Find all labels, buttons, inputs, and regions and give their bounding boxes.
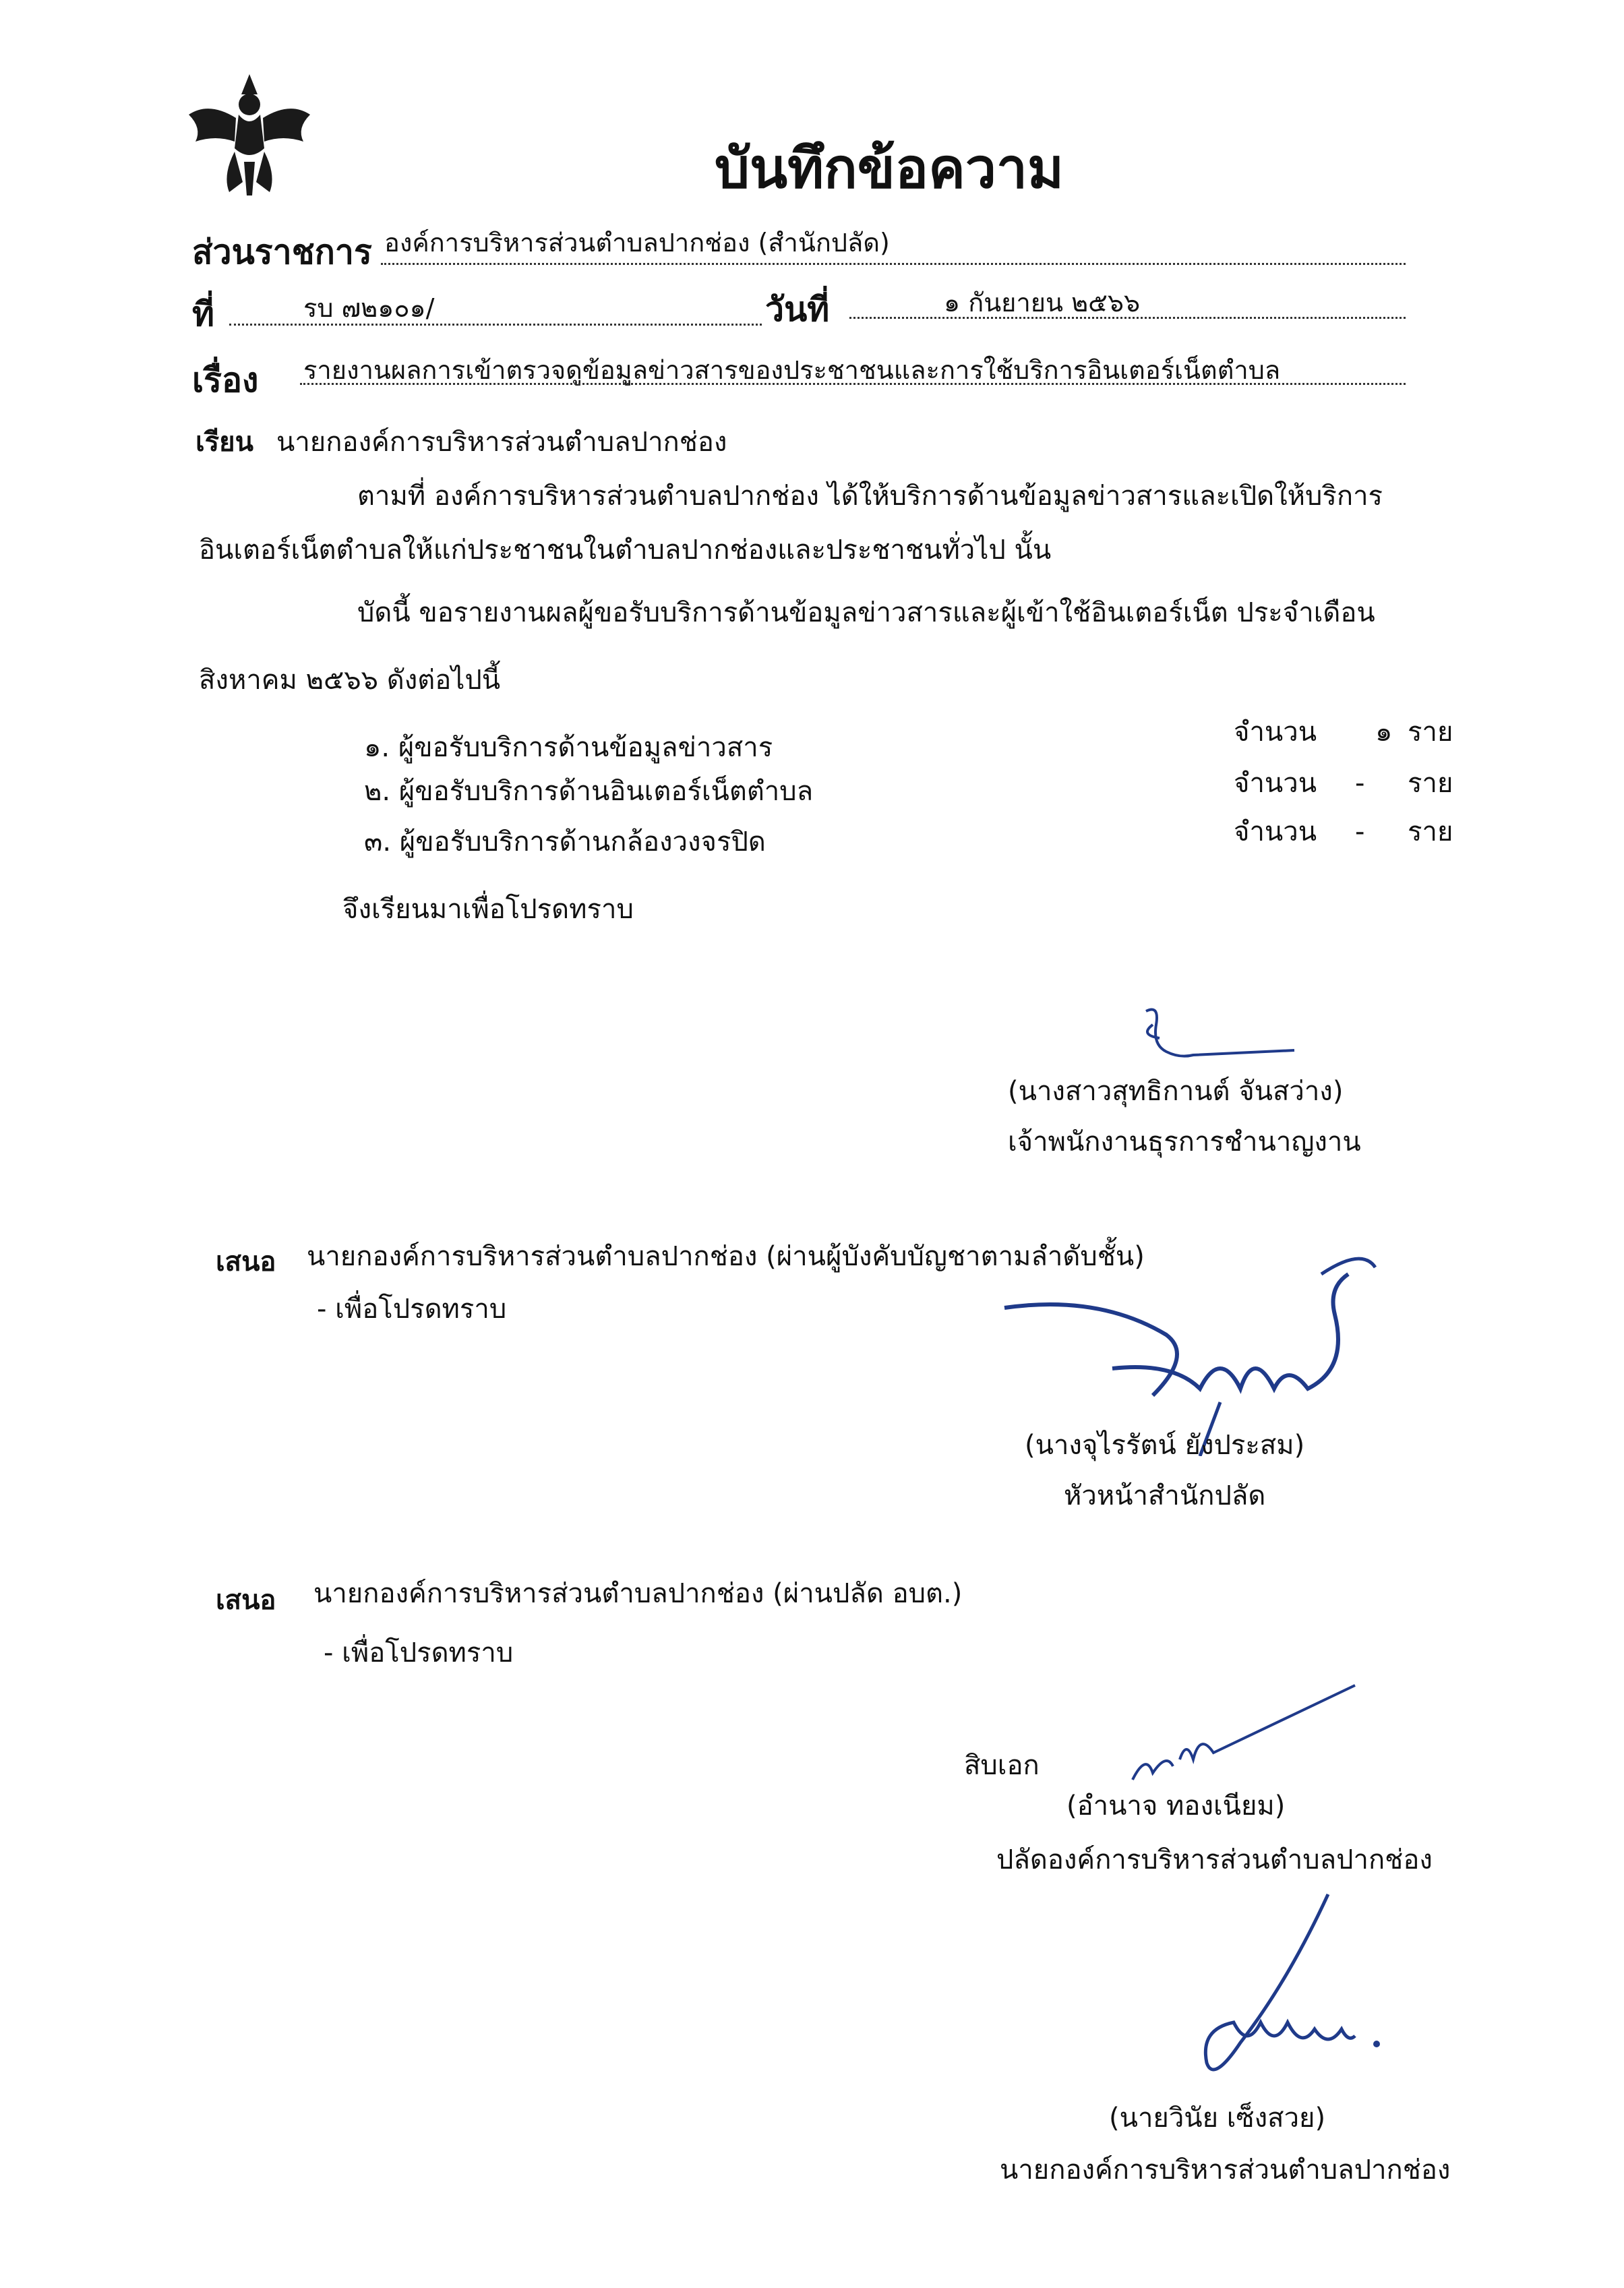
date-label: วันที่ [765,290,830,329]
signer-2-name: (นางจุไรรัตน์ ยังประสม) [1025,1430,1305,1461]
salutation-label: เรียน [196,427,253,458]
list-item-3-text: ๓. ผู้ขอรับบริการด้านกล้องวงจรปิด [364,826,766,857]
list-item-2-unit: ราย [1408,768,1453,799]
list-item-2-text: ๒. ผู้ขอรับบริการด้านอินเตอร์เน็ตตำบล [364,776,814,807]
paragraph-1-line-2: อินเตอร์เน็ตตำบลให้แก่ประชาชนในตำบลปากช่องและประชาชนทั่วไป นั้น [199,535,1052,566]
signature-3 [1126,1679,1369,1793]
list-item-1-text: ๑. ผู้ขอรับบริการด้านข้อมูลข่าวสาร [364,732,773,763]
list-item-2-count: - [1355,768,1365,799]
signature-2 [998,1234,1443,1456]
signer-3-name: (อำนาจ ทองเนียม) [1066,1790,1286,1822]
document-title: บันทึกข้อความ [715,137,1064,201]
garuda-emblem-icon [182,67,317,202]
list-item-2-count-label: จำนวน [1234,768,1317,799]
date-dotted-line [849,317,1406,319]
agency-dotted-line [381,263,1406,265]
date-value: ๑ กันยายน ๒๕๖๖ [944,288,1141,318]
subject-dotted-line [300,383,1406,385]
subject-value: รายงานผลการเข้าตรวจดูข้อมูลข่าวสารของประชาชนและการใช้บริการอินเตอร์เน็ตตำบล [303,355,1281,385]
proposal-1-note: - เพื่อโปรดทราบ [317,1294,507,1325]
proposal-1-label: เสนอ [216,1246,276,1277]
ref-label: ที่ [192,295,214,334]
ref-value: รบ ๗๒๑๐๑/ [303,293,435,323]
list-item-3-count-label: จำนวน [1234,816,1317,847]
list-item-3-unit: ราย [1408,816,1453,847]
signer-4-position: นายกองค์การบริหารส่วนตำบลปากช่อง [1000,2155,1451,2186]
paragraph-2-line-1: บัดนี้ ขอรายงานผลผู้ขอรับบริการด้านข้อมูลข่าวสารและผู้เข้าใช้อินเตอร์เน็ต ประจำเดือน [357,597,1375,628]
ref-dotted-line [229,324,762,326]
signer-2-position: หัวหน้าสำนักปลัด [1064,1480,1266,1511]
signer-3-position: ปลัดองค์การบริหารส่วนตำบลปากช่อง [996,1844,1433,1875]
proposal-2-label: เสนอ [216,1585,276,1616]
signer-3-rank: สิบเอก [964,1750,1040,1781]
subject-label: เรื่อง [192,361,259,400]
proposal-2-text: นายกองค์การบริหารส่วนตำบลปากช่อง (ผ่านปลัด อบต.) [313,1578,963,1609]
proposal-1-text: นายกองค์การบริหารส่วนตำบลปากช่อง (ผ่านผู้บังคับบัญชาตามลำดับชั้น) [307,1241,1145,1272]
paragraph-2-line-2: สิงหาคม ๒๕๖๖ ดังต่อไปนี้ [199,665,501,696]
closing-text: จึงเรียนมาเพื่อโปรดทราบ [342,894,634,925]
signature-1 [1119,998,1308,1079]
list-item-1-count-label: จำนวน [1234,717,1317,748]
agency-label: ส่วนราชการ [192,233,372,272]
list-item-3-count: - [1355,816,1365,847]
proposal-2-note: - เพื่อโปรดทราบ [324,1637,514,1668]
list-item-1-count: ๑ [1375,717,1393,748]
paragraph-1-line-1: ตามที่ องค์การบริหารส่วนตำบลปากช่อง ได้ให้บริการด้านข้อมูลข่าวสารและเปิดให้บริการ [357,481,1383,512]
signer-1-position: เจ้าพนักงานธุรการชำนาญงาน [1008,1126,1361,1157]
signature-4 [1186,1888,1395,2090]
agency-value: องค์การบริหารส่วนตำบลปากช่อง (สำนักปลัด) [384,228,890,258]
salutation-value: นายกองค์การบริหารส่วนตำบลปากช่อง [276,427,727,458]
list-item-1-unit: ราย [1408,717,1453,748]
signer-4-name: (นายวินัย เซ็งสวย) [1109,2103,1326,2134]
signer-1-name: (นางสาวสุทธิกานต์ จันสว่าง) [1008,1076,1344,1107]
